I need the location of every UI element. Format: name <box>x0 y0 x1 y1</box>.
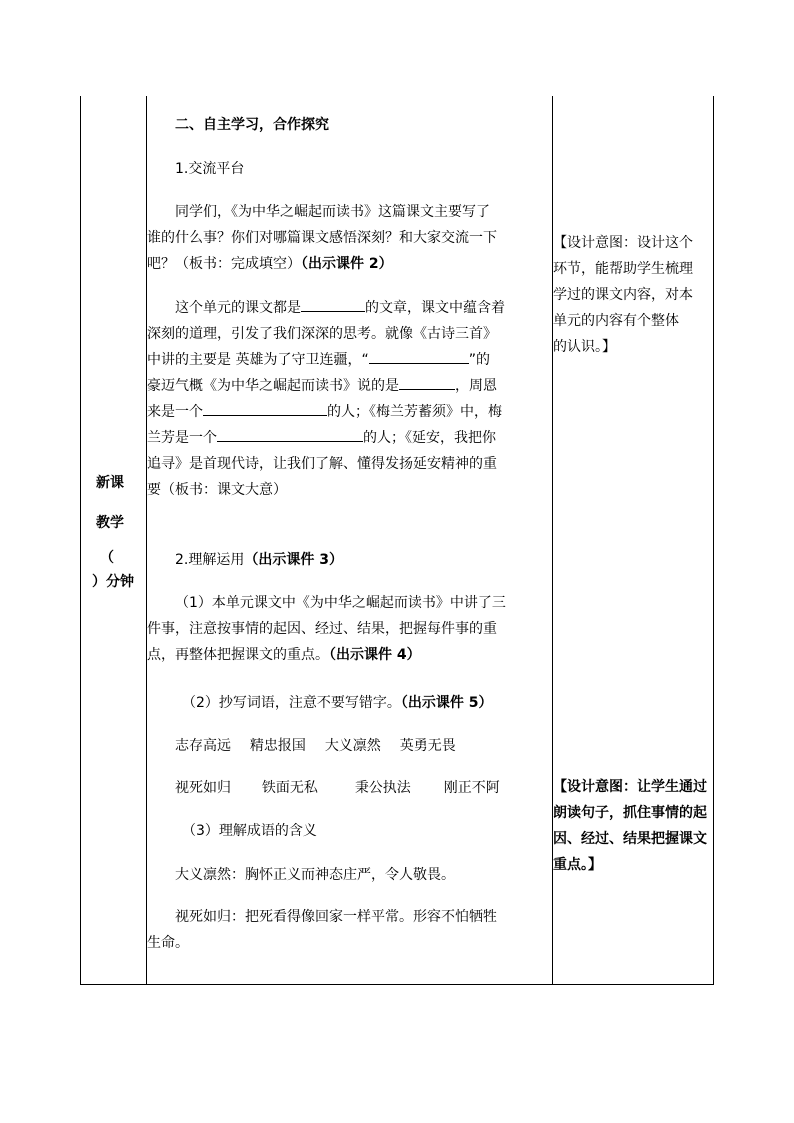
fill-blank <box>369 349 469 364</box>
design-intent-note <box>553 774 715 878</box>
paragraph-intro <box>147 199 552 277</box>
paragraph-line: 同学们，《为中华之崛起而读书》这篇课文主要写了 <box>175 204 490 220</box>
fill-blank <box>399 375 455 390</box>
paragraph-text: （2）抄写词语，注意不要写错字。 <box>182 695 401 711</box>
paragraph-line: 要（板书：课文大意） <box>147 482 287 498</box>
note-line: 【设计意图：设计这个 <box>553 235 693 251</box>
paragraph-text: 点，再整体把握课文的重点。 <box>147 647 329 663</box>
paragraph-line: 大义凛然：胸怀正义而神态庄严，令人敬畏。 <box>175 867 455 883</box>
vocabulary-word: 铁面无私 <box>261 780 318 796</box>
stage-label-line: 新课 <box>96 475 124 491</box>
paragraph-line: （3）理解成语的含义 <box>182 823 317 839</box>
vocabulary-word: 英勇无畏 <box>399 738 456 754</box>
stage-label-line: 教学 <box>96 515 124 531</box>
item-2 <box>147 690 587 716</box>
vocabulary-word: 视死如归 <box>175 780 231 796</box>
fill-blank <box>217 427 363 442</box>
vocabulary-word: 秉公执法 <box>354 780 411 796</box>
note-line: 【设计意图：让学生通过 <box>553 779 707 795</box>
stage-label-cell <box>81 96 146 984</box>
section-title <box>147 112 580 138</box>
teaching-content-cell <box>147 96 552 984</box>
paragraph-line: 谁的什么事？你们对哪篇课文感悟深刻？和大家交流一下 <box>147 230 497 246</box>
paragraph-line: 生命。 <box>147 935 189 951</box>
vocabulary-word: 精忠报国 <box>249 738 306 754</box>
duration-open-paren: （ <box>100 550 114 566</box>
idiom-definition <box>147 862 580 888</box>
word-list-row <box>147 733 580 759</box>
vocabulary-word: 大义凛然 <box>324 738 381 754</box>
item-3 <box>147 818 587 844</box>
design-intent-note <box>553 230 715 360</box>
idiom-definition <box>147 904 552 956</box>
subheading-apply <box>147 547 580 573</box>
paragraph-text: 的人；《梅兰芳蓄须》中，梅 <box>327 404 502 420</box>
note-line: 朗读句子，抓住事情的起 <box>553 805 707 821</box>
paragraph-text: 的文章，课文中蕴含着 <box>365 300 505 316</box>
subheading-text: 2.理解运用 <box>175 552 245 568</box>
courseware-ref: （出示课件 5） <box>400 695 493 711</box>
duration-minutes-label: ）分钟 <box>92 574 134 590</box>
note-line: 重点。】 <box>553 857 602 873</box>
fill-blank <box>301 297 365 312</box>
courseware-ref: （出示课件 4） <box>329 647 421 663</box>
note-line: 环节，能帮助学生梳理 <box>553 261 693 277</box>
note-line: 的认识。】 <box>553 339 616 355</box>
word-list-row <box>147 775 580 801</box>
paragraph-line: 件事，注意按事情的起因、经过、结果，把握每件事的重 <box>147 621 497 637</box>
vocabulary-word: 志存高远 <box>175 738 231 754</box>
paragraph-text: 这个单元的课文都是 <box>175 300 301 316</box>
paragraph-text: ”的 <box>468 352 490 368</box>
section-title-text: 二、自主学习，合作探究 <box>175 117 329 133</box>
note-line: 单元的内容有个整体 <box>553 313 679 329</box>
design-intent-cell <box>553 96 715 984</box>
paragraph-line: （1）本单元课文中《为中华之崛起而读书》中讲了三 <box>175 595 506 611</box>
paragraph-text: 兰芳是一个 <box>147 430 217 446</box>
paragraph-fill-blanks <box>147 295 552 503</box>
paragraph-line: 视死如归：把死看得像回家一样平常。形容不怕牺牲 <box>175 909 497 925</box>
lesson-plan-table <box>80 96 714 985</box>
courseware-ref: （出示课件 2） <box>301 256 393 272</box>
paragraph-text: 来是一个 <box>147 404 203 420</box>
courseware-ref: （出示课件 3） <box>244 552 343 568</box>
paragraph-text: 的人；《延安，我把你 <box>363 430 496 446</box>
paragraph-line: 追寻》是首现代诗，让我们了解、懂得发扬延安精神的重 <box>147 456 497 472</box>
paragraph-text: ，周恩 <box>455 378 497 394</box>
item-1 <box>147 590 552 668</box>
fill-blank <box>203 401 327 416</box>
paragraph-line: 深刻的道理，引发了我们深深的思考。就像《古诗三首》 <box>147 326 497 342</box>
vocabulary-word: 刚正不阿 <box>443 780 500 796</box>
note-line: 学过的课文内容，对本 <box>553 287 693 303</box>
paragraph-text: 中讲的主要是 英雄为了守卫连疆，“ <box>147 352 369 368</box>
paragraph-text: 豪迈气概《为中华之崛起而读书》说的是 <box>147 378 399 394</box>
subheading-exchange <box>147 156 580 182</box>
subheading-text: 1.交流平台 <box>175 161 245 177</box>
paragraph-line: 吧？（板书：完成填空） <box>147 256 301 272</box>
note-line: 因、经过、结果把握课文 <box>553 831 707 847</box>
